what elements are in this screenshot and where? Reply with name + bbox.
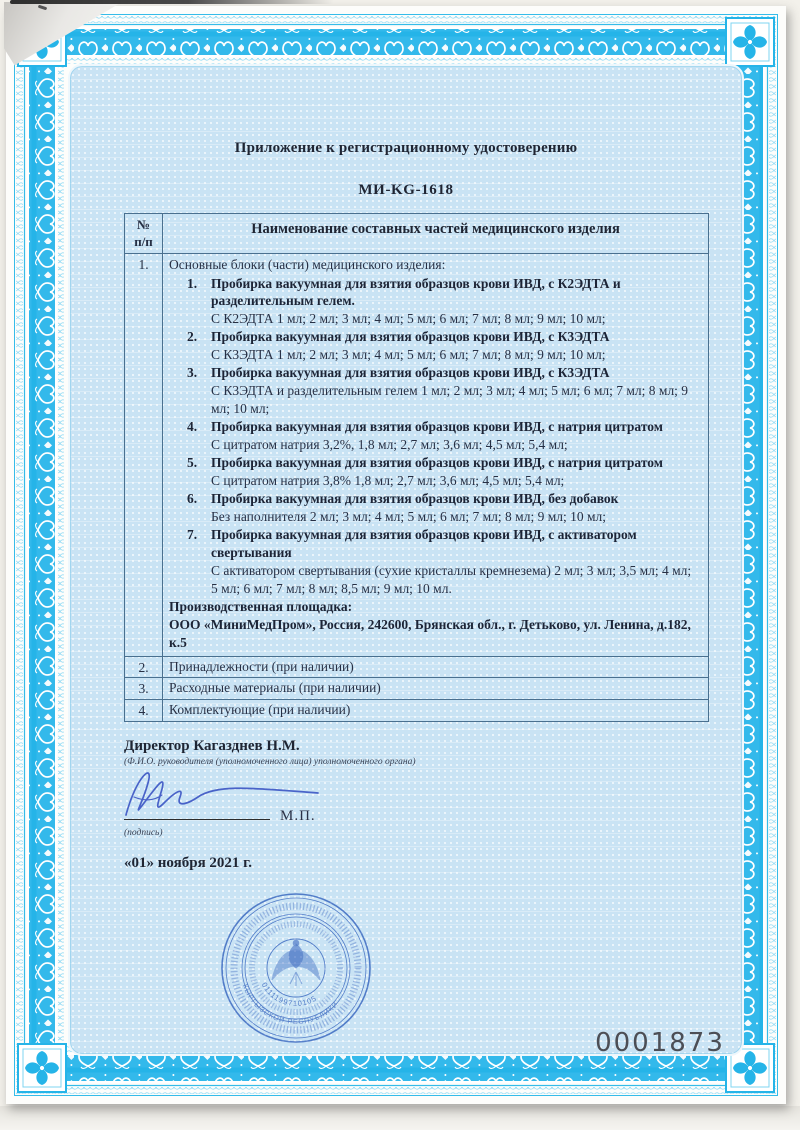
production-site-address: ООО «МиниМедПром», Россия, 242600, Брянская обл., г. Детьково, ул. Ленина, д.182, к.5 bbox=[169, 616, 691, 650]
official-stamp bbox=[216, 888, 376, 1048]
director-name-line: Директор Кагазднев Н.М. bbox=[124, 738, 300, 755]
header-name-col: Наименование составных частей медицинского изделия bbox=[163, 214, 709, 254]
list-item bbox=[187, 526, 698, 598]
item-title: Пробирка вакуумная для взятия образцов крови ИВД, с К3ЭДТА bbox=[211, 329, 610, 345]
table-row bbox=[125, 656, 709, 678]
item-detail: С К3ЭДТА 1 мл; 2 мл; 3 мл; 4 мл; 5 мл; 6 мл; 7 мл; 8 мл; 9 мл; 10 мл; bbox=[211, 347, 606, 363]
row1-number: 1. bbox=[125, 253, 163, 656]
item-title: Пробирка вакуумная для взятия образцов крови ИВД, с натрия цитратом bbox=[211, 455, 663, 471]
item-title: Пробирка вакуумная для взятия образцов крови ИВД, без добавок bbox=[211, 490, 619, 506]
item-number: 2. bbox=[187, 329, 198, 345]
production-site-label: Производственная площадка: bbox=[169, 598, 353, 614]
item-number: 6. bbox=[187, 490, 198, 506]
components-table bbox=[124, 213, 709, 722]
item-detail: Без наполнителя 2 мл; 3 мл; 4 мл; 5 мл; 6 мл; 7 мл; 8 мл; 9 мл; 10 мл; bbox=[211, 508, 607, 524]
svg-text:0111199710105 bbox=[260, 981, 319, 1008]
signature-ink bbox=[112, 753, 342, 831]
corner-rosette-top-right bbox=[726, 18, 774, 66]
table-row bbox=[125, 678, 709, 700]
scanner-bottom-shadow bbox=[0, 1106, 800, 1130]
scanner-edge-artifact bbox=[10, 0, 334, 4]
document-date: «01» ноября 2021 г. bbox=[124, 855, 253, 872]
item-detail: С К3ЭДТА и разделительным гелем 1 мл; 2 мл; 3 мл; 4 мл; 5 мл; 6 мл; 7 мл; 8 мл; 9 мл; 10 мл; bbox=[211, 383, 689, 417]
header-number-col bbox=[125, 214, 163, 254]
item-number: 5. bbox=[187, 455, 198, 471]
table-row-main bbox=[125, 253, 709, 656]
list-item bbox=[187, 275, 698, 329]
list-item bbox=[187, 454, 698, 490]
list-item bbox=[187, 364, 698, 418]
stamp-ring-text: КЫРГЫЗСКОЙ РЕСПУБЛИКИ bbox=[240, 983, 341, 1027]
signature-caption: (подпись) bbox=[124, 828, 163, 839]
list-item bbox=[187, 418, 698, 454]
row-name: Комплектующие (при наличии) bbox=[163, 700, 709, 722]
signature-block bbox=[124, 738, 742, 872]
list-item bbox=[187, 490, 698, 526]
item-title: Пробирка вакуумная для взятия образцов крови ИВД, с К2ЭДТА и разделительным гелем. bbox=[211, 275, 621, 309]
stamp-place-label: М.П. bbox=[280, 808, 316, 825]
fio-caption: (Ф.И.О. руководителя (уполномоченного лица) уполномоченного органа) bbox=[124, 757, 416, 768]
document-body-field bbox=[68, 64, 744, 1056]
item-number: 7. bbox=[187, 526, 198, 542]
stamp-code-digits: 0111199710105 bbox=[259, 980, 319, 1009]
table-row bbox=[125, 700, 709, 722]
row-number: 3. bbox=[125, 678, 163, 700]
item-title: Пробирка вакуумная для взятия образцов крови ИВД, с К3ЭДТА bbox=[211, 365, 610, 381]
item-title: Пробирка вакуумная для взятия образцов крови ИВД, с натрия цитратом bbox=[211, 419, 663, 435]
registration-number: МИ-KG-1618 bbox=[358, 182, 454, 198]
item-title: Пробирка вакуумная для взятия образцов крови ИВД, с активатором свертывания bbox=[211, 526, 637, 560]
stamp-emblem-bird bbox=[272, 940, 320, 986]
serial-number: 0001873 bbox=[595, 1028, 725, 1058]
header-number-symbol: № bbox=[136, 217, 151, 232]
header-number-sub: п/п bbox=[134, 234, 153, 250]
item-number: 1. bbox=[187, 275, 198, 291]
table-header-row bbox=[125, 214, 709, 254]
row-name: Расходные материалы (при наличии) bbox=[163, 678, 709, 700]
handwritten-signature bbox=[124, 767, 742, 807]
row-name: Принадлежности (при наличии) bbox=[163, 656, 709, 678]
row-number: 4. bbox=[125, 700, 163, 722]
item-detail: С К2ЭДТА 1 мл; 2 мл; 3 мл; 4 мл; 5 мл; 6 мл; 7 мл; 8 мл; 9 мл; 10 мл; bbox=[211, 311, 606, 327]
corner-rosette-bottom-left bbox=[18, 1044, 66, 1092]
appendix-title: Приложение к регистрационному удостоверению bbox=[234, 140, 578, 156]
item-detail: С цитратом натрия 3,8% 1,8 мл; 2,7 мл; 3,6 мл; 4,5 мл; 5,4 мл; bbox=[211, 473, 565, 488]
list-item bbox=[187, 328, 698, 364]
item-number: 3. bbox=[187, 365, 198, 381]
item-detail: С активатором свертывания (сухие кристаллы кремнезема) 2 мл; 3 мл; 3,5 мл; 4 мл; 5 мл; 6 мл; 7 мл; 8 мл; 8,5 мл; 9 мл; 10 мл. bbox=[211, 562, 692, 596]
item-number: 4. bbox=[187, 419, 198, 435]
certificate-page bbox=[6, 6, 786, 1104]
row-number: 2. bbox=[125, 656, 163, 678]
item-detail: С цитратом натрия 3,2%, 1,8 мл; 2,7 мл; 3,6 мл; 4,5 мл; 5,4 мл; bbox=[211, 437, 568, 453]
row1-intro: Основные блоки (части) медицинского изделия: bbox=[169, 256, 446, 272]
